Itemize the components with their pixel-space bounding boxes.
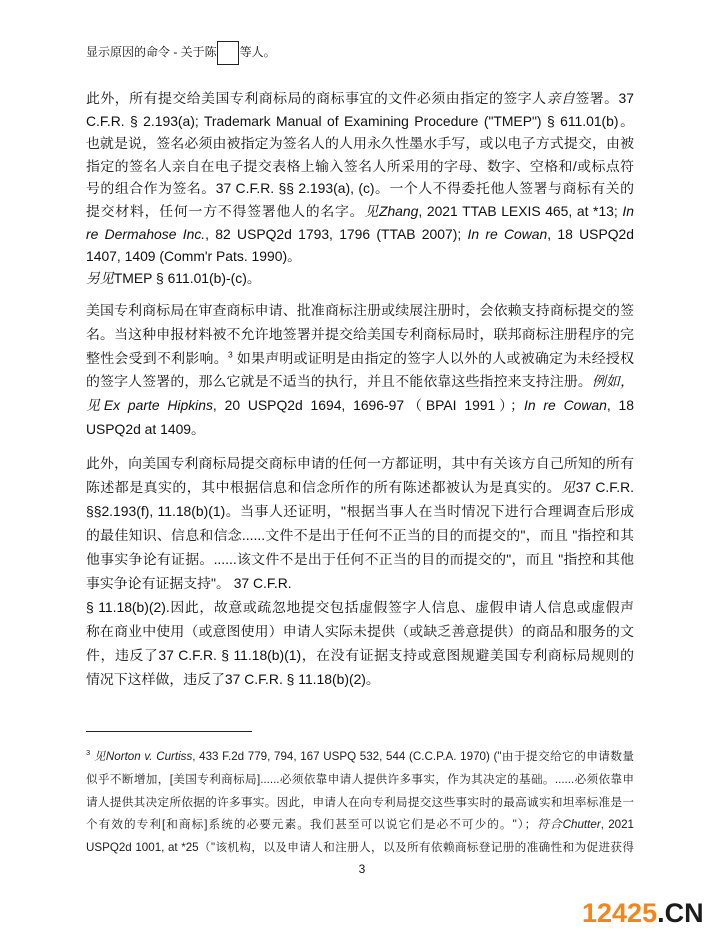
text-run: USPQ2d at 1409。 — [86, 420, 205, 437]
text-run: , 2021 TTAB LEXIS 465, at *13; — [418, 202, 623, 219]
text-run: 陈述都是真实的，其中根据信息和信念所作的所有陈述都被认为是真实的。 — [86, 479, 562, 495]
text-line — [86, 643, 634, 667]
text-run: 如果声明或证明是由指定的签字人以外的人或被确定为未经授权 — [232, 349, 634, 366]
text-line — [86, 132, 634, 155]
italic-text-run: 例如， — [591, 373, 634, 390]
text-run: 情况下这样做，违反了37 C.F.R. § 11.18(b)(2)。 — [86, 671, 380, 687]
text-run: 也就是说，签名必须由被指定为签名人的人用永久性墨水手写，或以电子方式提交，由被 — [86, 135, 634, 152]
text-run: 请人提供其决定所依据的许多事实。因此，申请人在向专利局提交这些事实时的最高诚实和坦率标准是一 — [86, 795, 634, 809]
text-line — [86, 223, 634, 246]
text-line — [86, 667, 634, 691]
text-line — [86, 155, 634, 178]
text-run: 似乎不断增加，[美国专利商标局]......必须依靠申请人提供许多事实，作为其决定的基础。......必须依靠申 — [86, 772, 634, 786]
text-line — [86, 571, 634, 595]
text-run: 签署。37 — [575, 90, 634, 106]
text-line — [86, 837, 634, 860]
text-line — [86, 746, 634, 769]
italic-text-run: 见Zhang — [364, 202, 419, 219]
text-line — [86, 323, 634, 347]
text-line — [86, 792, 634, 815]
italic-text-run: 见 — [561, 479, 576, 495]
text-line — [86, 451, 634, 475]
text-run: §§2.193(f), 11.18(b)(1)。当事人还证明，"根据当事人在当时情况下进行合理调查后形成 — [86, 503, 634, 519]
text-run: , 20 USPQ2d 1694, 1696-97（BPAI 1991）； — [212, 397, 525, 414]
text-run: 个有效的专利[和商标]系统的必要元素。我们甚至可以说它们是必不可少的。"）； — [86, 818, 537, 832]
text-line — [86, 299, 634, 323]
paragraph-3-continued — [86, 595, 634, 691]
italic-text-run: 另见 — [86, 270, 114, 286]
text-line — [86, 394, 634, 418]
page-number: 3 — [358, 862, 366, 876]
text-run: , 82 USPQ2d 1793, 1796 (TTAB 2007); — [205, 225, 468, 242]
text-run: 此外，向美国专利商标局提交商标申请的任何一方都证明，其中有关该方自己所知的所有 — [86, 455, 634, 471]
text-run: TMEP § 611.01(b)-(c)。 — [113, 270, 261, 286]
italic-text-run: In re Cowan — [467, 225, 548, 242]
text-line — [86, 475, 634, 499]
text-run: 指定的签名人亲自在电子提交表格上输入签名人所采用的字母、数字、空格和/或标点符 — [86, 157, 634, 174]
italic-text-run: In — [622, 202, 634, 219]
text-run: C.F.R. § 2.193(a); Trademark Manual of Examining Procedure ("TMEP") § 611.01(b)。 — [86, 112, 634, 129]
text-run: 名。当这种申报材料被不允许地签署并提交给美国专利商标局时，联邦商标注册程序的完 — [86, 325, 634, 342]
text-run: USPQ2d 1001, at *25（"该机构，以及申请人和注册人，以及所有依赖商标登记册的准确性和为促进获得 — [86, 841, 634, 855]
text-run: 美国专利商标局在审查商标申请、批准商标注册或续展注册时，会依赖支持商标提交的签 — [86, 302, 634, 318]
text-line — [86, 245, 634, 268]
text-run: 事实争论有证据支持"。 37 C.F.R. — [86, 575, 292, 591]
redaction-box — [217, 41, 239, 65]
footnote-3 — [86, 746, 634, 860]
text-line — [86, 110, 634, 133]
text-run: § 11.18(b)(2).因此，故意或疏忽地提交包括虚假签字人信息、虚假申请人信息或虚假声 — [86, 599, 634, 615]
text-run: 他事实争论有证据。......该文件不是出于任何不正当的目的而提交的"，而且 "指控和其他 — [86, 551, 634, 567]
text-line — [86, 769, 634, 792]
paragraph-1 — [86, 87, 634, 268]
text-line — [86, 418, 634, 442]
header-title-suffix: 等人。 — [239, 45, 276, 59]
text-run: 提交材料，任何一方不得签署他人的名字。 — [86, 202, 365, 219]
text-line — [86, 619, 634, 643]
text-line — [86, 87, 634, 110]
italic-text-run: 亲自 — [546, 90, 576, 106]
text-run: , 2021 — [600, 818, 634, 832]
text-run: , 18 — [606, 397, 634, 414]
running-header — [86, 40, 276, 64]
italic-text-run: 见Norton v. Curtiss — [90, 750, 193, 763]
text-run: 37 C.F.R. — [575, 479, 634, 495]
text-line — [86, 347, 634, 371]
footnote-reference: 3 — [227, 348, 233, 359]
text-line — [86, 499, 634, 523]
text-run: 号的组合作为签名。37 C.F.R. §§ 2.193(a), (c)。一个人不得委托他人签署与商标有关的 — [86, 180, 634, 197]
text-line — [86, 523, 634, 547]
site-watermark-logo — [582, 900, 704, 927]
italic-text-run: In re Cowan — [524, 397, 607, 414]
footnote-reference: 3 — [86, 748, 91, 758]
text-run: 整性会受到不利影响。 — [86, 349, 228, 366]
paragraph-1-see-also — [86, 267, 634, 290]
text-line — [86, 547, 634, 571]
text-run: , 433 F.2d 779, 794, 167 USPQ 532, 544 (C.C.P.A. 1970) ("由于提交给它的申请数量 — [192, 750, 634, 763]
italic-text-run: re Dermahose Inc. — [86, 225, 206, 242]
footnote-separator — [86, 731, 252, 732]
paragraph-3 — [86, 451, 634, 595]
text-run: 的最佳知识、信息和信念......文件不是出于任何不正当的目的而提交的"，而且 "指控和其 — [86, 527, 634, 543]
text-run: 的签字人签署的，那么它就是不适当的执行，并且不能依靠这些指控来支持注册。 — [86, 373, 592, 390]
header-title: 显示原因的命令 - 关于陈 — [86, 45, 217, 59]
text-line — [86, 177, 634, 200]
text-run: 件，违反了37 C.F.R. § 11.18(b)(1)，在没有证据支持或意图规避美国专利商标局规则的 — [86, 647, 634, 663]
italic-text-run: 符合Chutter — [536, 818, 601, 832]
text-run: 1407, 1409 (Comm'r Pats. 1990)。 — [86, 248, 301, 265]
text-line — [86, 370, 634, 394]
text-line — [86, 267, 634, 290]
text-run: 称在商业中使用（或意图使用）申请人实际未提供（或缺乏善意提供）的商品和服务的文 — [86, 623, 634, 639]
text-run: , 18 USPQ2d — [547, 225, 634, 242]
italic-text-run: 见Ex parte Hipkins — [86, 397, 213, 414]
watermark-digits: 12425 — [582, 898, 658, 928]
paragraph-2 — [86, 299, 634, 442]
text-line — [86, 814, 634, 837]
text-line — [86, 200, 634, 223]
watermark-suffix: .CN — [657, 898, 704, 928]
text-run: 此外，所有提交给美国专利商标局的商标事宜的文件必须由指定的签字人 — [86, 90, 547, 106]
text-line — [86, 595, 634, 619]
